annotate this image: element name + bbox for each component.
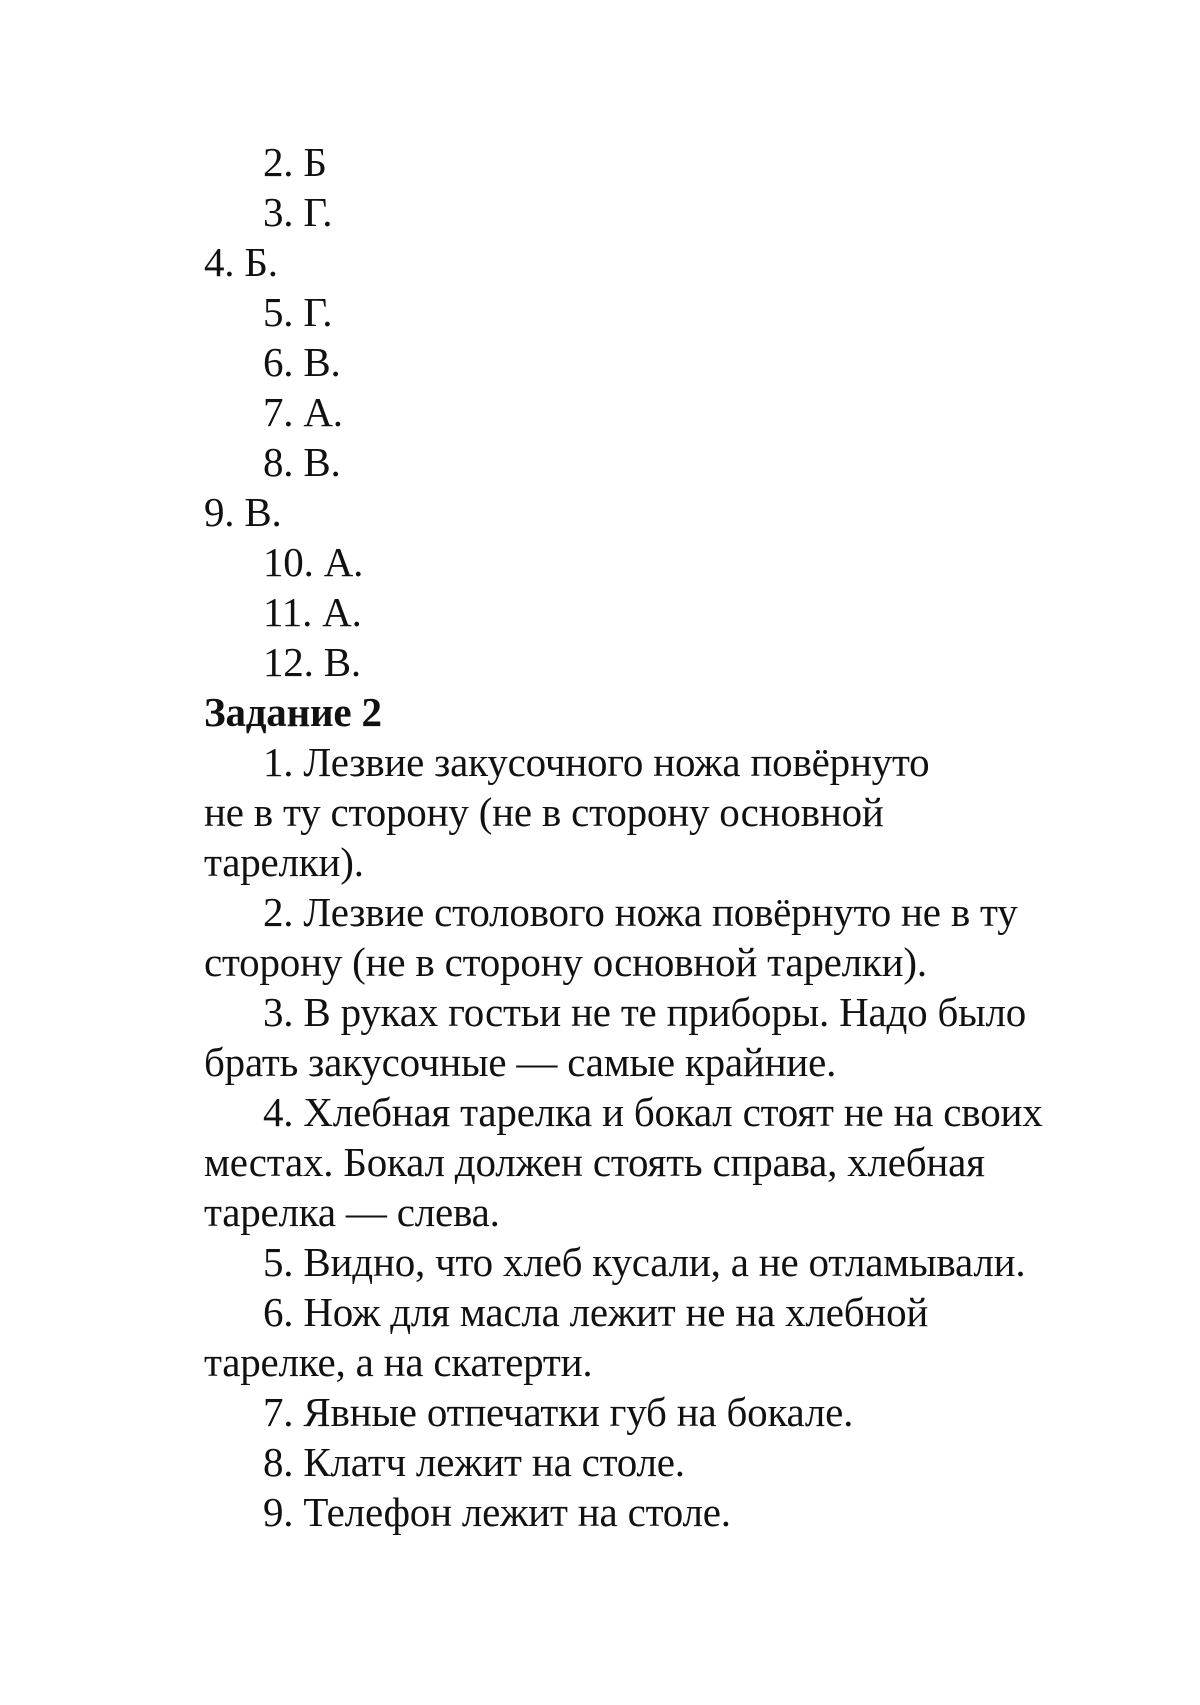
task2-line: 8. Клатч лежит на столе.	[263, 1439, 685, 1485]
answer-line: 7. А.	[263, 389, 343, 435]
task2-line: тарелка — слева.	[204, 1189, 500, 1235]
task2-line: 9. Телефон лежит на столе.	[263, 1489, 731, 1535]
task2-line: местах. Бокал должен стоять справа, хлебная	[204, 1139, 985, 1185]
answer-line: 4. Б.	[204, 239, 278, 285]
answer-line: 2. Б	[263, 139, 327, 185]
task2-line: 1. Лезвие закусочного ножа повёрнуто	[263, 739, 930, 785]
task2-line: брать закусочные — самые крайние.	[204, 1039, 837, 1085]
task2-line: 6. Нож для масла лежит не на хлебной	[263, 1289, 929, 1335]
answer-key-text	[204, 137, 1124, 1537]
answer-line: 3. Г.	[263, 189, 333, 235]
task2-line: тарелке, а на скатерти.	[204, 1339, 593, 1385]
task2-line: 7. Явные отпечатки губ на бокале.	[263, 1389, 854, 1435]
task2-line: сторону (не в сторону основной тарелки).	[204, 939, 927, 985]
task2-line: не в ту сторону (не в сторону основной	[204, 789, 884, 835]
task2-line: 2. Лезвие столового ножа повёрнуто не в ту	[263, 889, 1018, 935]
task2-line: 4. Хлебная тарелка и бокал стоят не на своих	[263, 1089, 1043, 1135]
answer-line: 9. В.	[204, 489, 282, 535]
answer-line: 8. В.	[263, 439, 341, 485]
answer-line: 12. В.	[263, 639, 361, 685]
task2-line: 5. Видно, что хлеб кусали, а не отламывали.	[263, 1239, 1026, 1285]
answer-line: 10. А.	[263, 539, 364, 585]
section-heading: Задание 2	[204, 689, 382, 735]
answer-line: 6. В.	[263, 339, 341, 385]
answer-line: 5. Г.	[263, 289, 333, 335]
task2-line: тарелки).	[204, 839, 364, 885]
task2-line: 3. В руках гостьи не те приборы. Надо было	[263, 989, 1027, 1035]
answer-line: 11. А.	[263, 589, 362, 635]
